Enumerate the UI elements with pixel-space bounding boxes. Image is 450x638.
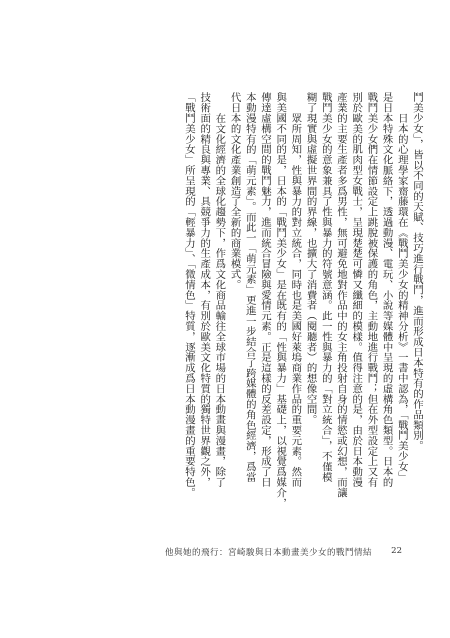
running-footer-title: 他與她的飛行：宮崎駿與日本動畫美少女的戰鬥情結 <box>164 548 372 558</box>
text-line: 別於歐美的肌肉型女戰士，呈現楚楚可憐又纖細的模樣。值得注意的是，由於日本動漫 <box>350 92 363 488</box>
text-line: 眾所周知，性與暴力的對立統合，同時也是美國好萊塢商業作品的重要元素。然而 <box>289 92 302 488</box>
text-line: 技術面的精良與專業、具競爭力的生產成本，有別於歐美文化特質的獨特世界觀之外， <box>198 92 211 488</box>
text-line: 是日本特殊文化脈絡下，透過動漫、電玩、小說等媒體中呈現的虛構角色類型。日本的 <box>380 92 393 488</box>
text-line: 戰鬥美少女的意象兼具了性與暴力的符號意涵。此一性與暴力的「對立統合」，不僅模 <box>319 92 332 482</box>
text-line: 「戰鬥美少女」所呈現的「輕暴力」、「微情色」特質，逐漸成爲日本動漫畫的重要特色。 <box>182 92 195 498</box>
text-line: 在文化經濟的全球化趨勢下，作爲文化商品輸往全球市場的日本動畫與漫畫，除了 <box>213 92 226 488</box>
text-line: 產業的主要生產者多爲男性，無可避免地對作品中的女主角投射自身的情慾或幻想，而讓 <box>334 92 347 498</box>
text-line: 鬥美少女」，皆以不同的天賦、技巧進行戰鬥，進而形成日本特有的作品類別。 <box>411 92 423 451</box>
text-line: 糊了現實與虛擬世界間的界線，也擴大了消費者（閱聽者）的想像空間。 <box>304 92 317 425</box>
text-line: 與美國不同的是，日本的「戰鬥美少女」是在既有的「性與暴力」基礎上，以視覺爲媒介， <box>274 92 287 508</box>
text-line: 本動漫特有的「萌元素」。而此一「萌元素」更進一步結合了跨媒體的角色經濟，爲當 <box>243 92 256 482</box>
page-number: 22 <box>391 546 402 556</box>
text-line: 日本的心理學家齋藤環在《戰鬥美少女的精神分析》一書中認為，「戰鬥美少女」 <box>395 92 408 482</box>
text-line: 代日本的文化產業創造了全新的商業模式。 <box>228 92 241 290</box>
text-line: 戰鬥美少女們在情節設定上跳脫被保護的角色，主動地進行戰鬥；但在外型設定上又有 <box>365 92 378 488</box>
vertical-text-block <box>52 92 424 532</box>
page-footer <box>0 546 450 560</box>
text-line: 傳達虛構空間的戰鬥魅力，進而統合冒險與愛情元素。正是這樣的反差設定，形成了日 <box>258 92 271 488</box>
